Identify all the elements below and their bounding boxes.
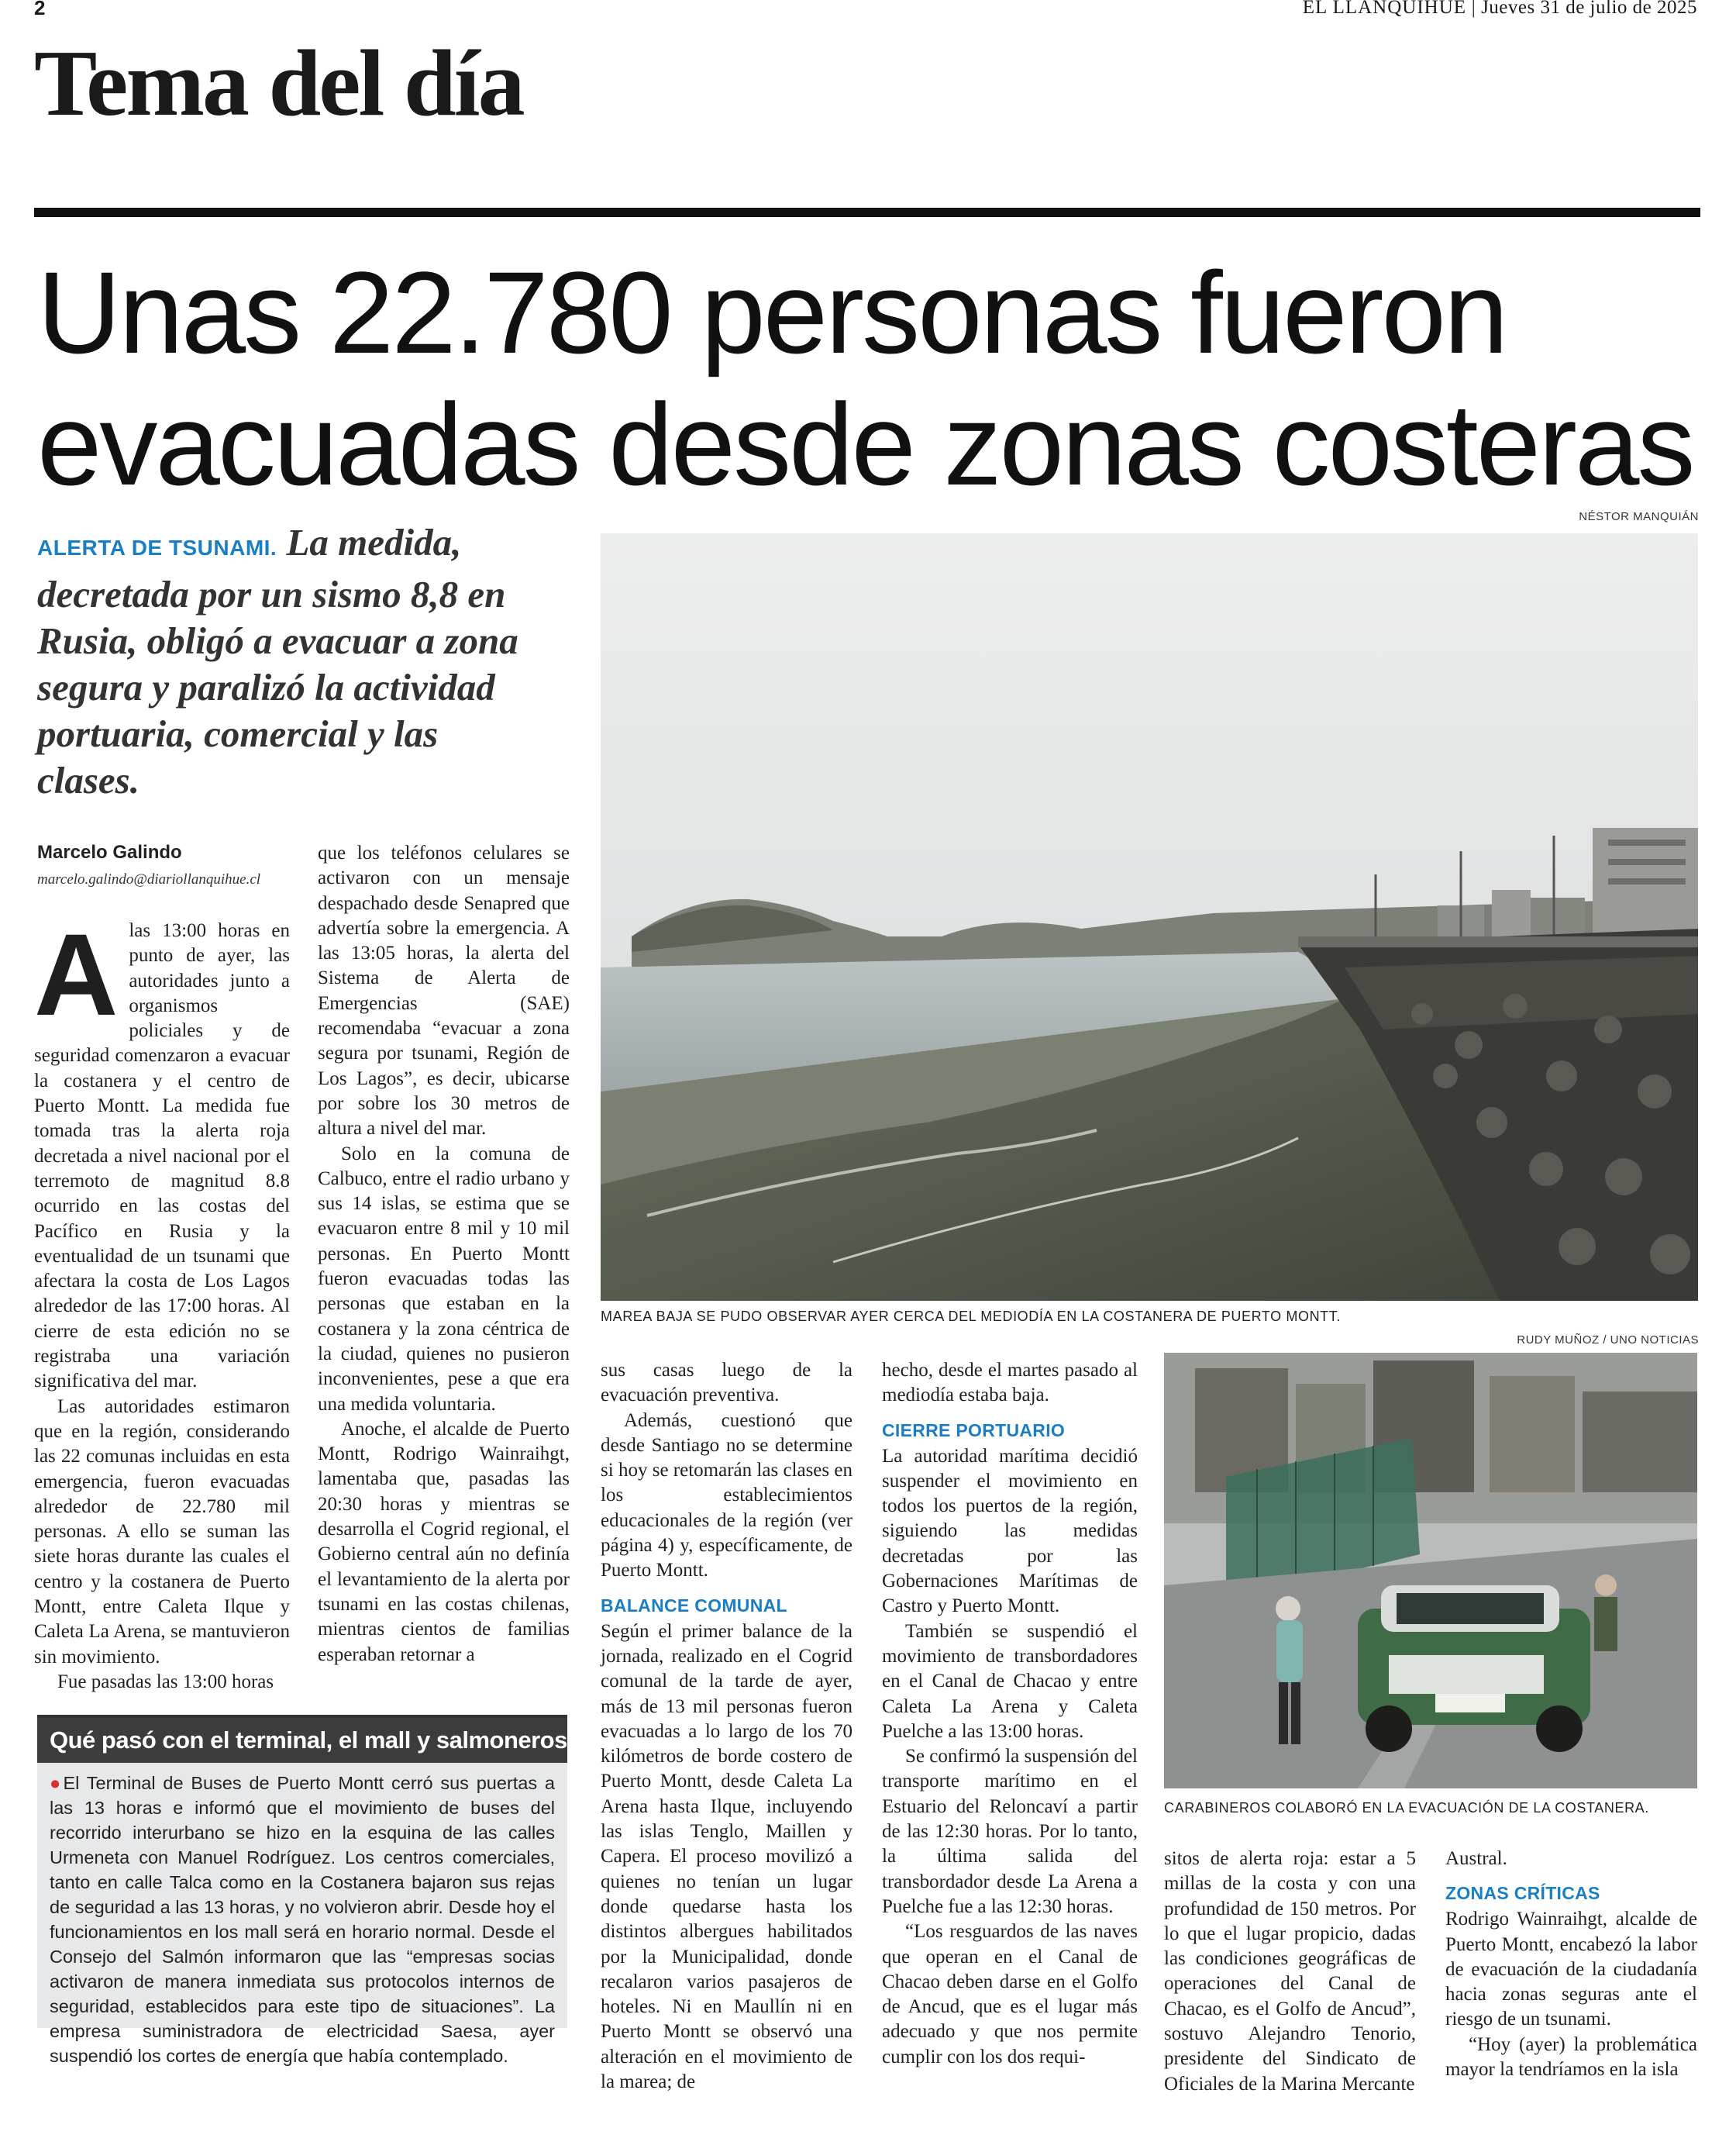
- running-header: EL LLANQUIHUE | Jueves 31 de julio de 2025: [1303, 0, 1697, 16]
- paragraph: Fue pasadas las 13:00 horas: [57, 1671, 274, 1692]
- drop-cap: A: [34, 909, 119, 1040]
- coastline-photo: [601, 533, 1698, 1301]
- coastline-photo-image: [601, 533, 1698, 1301]
- headline-line-1: Unas 22.780 personas fueron: [37, 247, 1507, 378]
- photo1-credit: NÉSTOR MANQUIÁN: [1579, 510, 1699, 523]
- headline-line-2: evacuadas desde zonas costeras: [37, 379, 1693, 509]
- lede-text: La medida, decretada por un sismo 8,8 en Rusia, obligó a evacuar a zona segura y paralizó la actividad portuaria, comercial y las clases.: [37, 521, 518, 802]
- body-column-5: [1164, 1847, 1416, 2097]
- page-number: 2: [34, 0, 46, 19]
- police-evacuation-photo-image: [1164, 1353, 1697, 1788]
- paragraph: Según el primer balance de la jornada, realizado en el Cogrid comunal de la tarde de ayer, más de 13 mil personas fueron evacuadas a lo largo de los 70 kilómetros de borde costero de Puerto Montt, desde Caleta La Arena hasta Ilque, incluyendo las islas Tenglo, Maillen y Capera. El proceso movilizó a quienes no tenían un lugar donde quedarse hasta los distintos albergues habilitados por la Municipalidad, donde recalaron varios pasajeros de hoteles. Ni en Maullín ni en Puerto Montt se observó una alteración en el movimiento de la marea; de: [601, 1620, 852, 2093]
- lede-kicker: ALERTA DE TSUNAMI.: [37, 536, 277, 560]
- paragraph: Solo en la comuna de Calbuco, entre el radio urbano y sus 14 islas, se estima que se evacuaron entre 8 mil y 10 mil personas. En Puerto Montt fueron evacuadas todas las personas que estaban en la costanera y la zona céntrica de la ciudad, quienes no pusieron inconvenientes, pese a que era una medida voluntaria.: [318, 1143, 570, 1415]
- body-column-6: [1445, 1847, 1697, 2082]
- paragraph-text: las 13:00 horas en punto de ayer, las autoridades junto a organismos policiales y de seguridad comenzaron a evacuar la costanera y el centro de Puerto Montt. La medida fue tomada tras la alerta roja decretada a nivel nacional por el terremoto de magnitud 8.8 ocurrido en las costas del Pacífico en Rusia y la eventualidad de un tsunami que afectara la costa de Los Lagos alrededor de las 17:00 horas. Al cierre de esta edición no se registraba una variación significativa del mar.: [34, 920, 290, 1392]
- paragraph: [34, 909, 290, 1395]
- paragraph: Anoche, el alcalde de Puerto Montt, Rodrigo Wainraihgt, lamentaba que, pasadas las 20:30 horas y mientras se desarrolla el Cogrid regional, el Gobierno central aún no definía el levantamiento de la alerta por tsunami en las costas chilenas, mientras cientos de familias esperaban retornar a: [318, 1418, 570, 1665]
- officer-figure: [1594, 1574, 1617, 1651]
- paragraph: “Hoy (ayer) la problemática mayor la tendríamos en la isla: [1445, 2033, 1697, 2081]
- paragraph: Rodrigo Wainraihgt, alcalde de Puerto Montt, encabezó la labor de evacuación de la ciudadanía hacia zonas seguras ante el riesgo de un tsunami.: [1445, 1909, 1697, 2030]
- newspaper-name: EL LLANQUIHUE: [1302, 0, 1467, 18]
- author-email[interactable]: marcelo.galindo@diariollanquihue.cl: [37, 871, 261, 888]
- body-column-4: [882, 1358, 1138, 2070]
- paragraph: sitos de alerta roja: estar a 5 millas de la costa y con una profundidad de 150 metros. Por lo que el lugar propicio, dadas las condiciones geográficas de operaciones del Canal de Chacao, es el Golfo de Ancud”, sostuvo Alejandro Tenorio, presidente del Sindicato de Oficiales de la Marina Mercante: [1164, 1848, 1416, 2095]
- subhead-balance-comunal: BALANCE COMUNAL: [601, 1595, 787, 1616]
- sidebar-text: [37, 1763, 567, 2068]
- paragraph: hecho, desde el martes pasado al mediodía estaba baja.: [882, 1360, 1138, 1406]
- sidebar-body: El Terminal de Buses de Puerto Montt cerró sus puertas a las 13 horas e informó que el movimiento de buses del recorrido interurbano se hizo en la esquina de las calles Urmeneta con Manuel Rodríguez. Los centros comerciales, tanto en calle Talca como en la Costanera bajaron sus rejas de seguridad a las 13 horas, y no volvieron abrir. Desde hoy el funcionamientos en los mall será en horario normal. Desde el Consejo del Salmón informaron que las “empresas socias activaron de manera inmediata sus protocolos internos de seguridad, establecidos para este tipo de situaciones”. La empresa suministradora de electricidad Saesa, ayer suspendió los cortes de energía que había contemplado.: [50, 1773, 555, 2066]
- sidebar-box: [37, 1715, 567, 2066]
- paragraph: sus casas luego de la evacuación preventiva.: [601, 1360, 852, 1406]
- police-evacuation-photo: [1164, 1353, 1697, 1788]
- subhead-cierre-portuario: CIERRE PORTUARIO: [882, 1419, 1066, 1440]
- paragraph: Se confirmó la suspensión del transporte marítimo en el Estuario del Reloncaví a partir de las 12:30 horas. Por lo tanto, la última salida del transbordador desde La Arena a Puelche fue a las 12:30 horas.: [882, 1746, 1138, 1917]
- section-title: Tema del día: [34, 31, 523, 136]
- photo1-caption: MAREA BAJA SE PUDO OBSERVAR AYER CERCA DEL MEDIODÍA EN LA COSTANERA DE PUERTO MONTT.: [601, 1309, 1341, 1324]
- body-column-2: [318, 841, 570, 1667]
- paragraph: “Los resguardos de las naves que operan en el Canal de Chacao deben darse en el Golfo de Ancud, que es el lugar más adecuado y que nos permite cumplir con los dos requi-: [882, 1921, 1138, 2068]
- paragraph: que los teléfonos celulares se activaron con un mensaje despachado desde Senapred que advertía sobre la emergencia. A las 13:05 horas, la alerta del Sistema de Alerta de Emergencias (SAE) recomendaba “evacuar a zona segura por tsunami, Región de Los Lagos”, es decir, ubicarse por sobre los 30 metros de altura a nivel del mar.: [318, 843, 570, 1140]
- lede: [37, 519, 533, 804]
- issue-date: Jueves 31 de julio de 2025: [1481, 0, 1697, 18]
- byline: Marcelo Galindo: [37, 842, 182, 863]
- paragraph: También se suspendió el movimiento de transbordadores en el Canal de Chacao y entre Caleta La Arena y Caleta Puelche a las 13:00 horas.: [882, 1620, 1138, 1742]
- body-column-1: [34, 909, 290, 1695]
- sidebar-title: Qué pasó con el terminal, el mall y salmoneros: [37, 1718, 567, 1763]
- body-column-3: [601, 1358, 852, 2095]
- paragraph: Austral.: [1445, 1848, 1507, 1869]
- bullet-icon: ●: [50, 1773, 64, 1793]
- photo2-credit: RUDY MUÑOZ / UNO NOTICIAS: [1517, 1333, 1699, 1347]
- photo2-caption: CARABINEROS COLABORÓ EN LA EVACUACIÓN DE LA COSTANERA.: [1164, 1800, 1649, 1816]
- paragraph: La autoridad marítima decidió suspender el movimiento en todos los puertos de la región, siguiendo las medidas decretadas por las Gobernaciones Marítimas de Castro y Puerto Montt.: [882, 1445, 1138, 1617]
- header-rule: [34, 208, 1700, 217]
- subhead-zonas-criticas: ZONAS CRÍTICAS: [1445, 1883, 1600, 1904]
- headline: [37, 247, 1719, 510]
- paragraph: Además, cuestionó que desde Santiago no se determine si hoy se retomarán las clases en los establecimientos educacionales de la región (ver página 4) y, específicamente, de Puerto Montt.: [601, 1409, 852, 1581]
- paragraph: Las autoridades estimaron que en la región, considerando las 22 comunas incluidas en esta emergencia, fueron evacuadas alrededor de 22.780 mil personas. A ello se suman las siete horas durante las cuales el centro y la costanera de Puerto Montt, entre Caleta Ilque y Caleta La Arena, se mantuvieron sin movimiento.: [34, 1395, 290, 1667]
